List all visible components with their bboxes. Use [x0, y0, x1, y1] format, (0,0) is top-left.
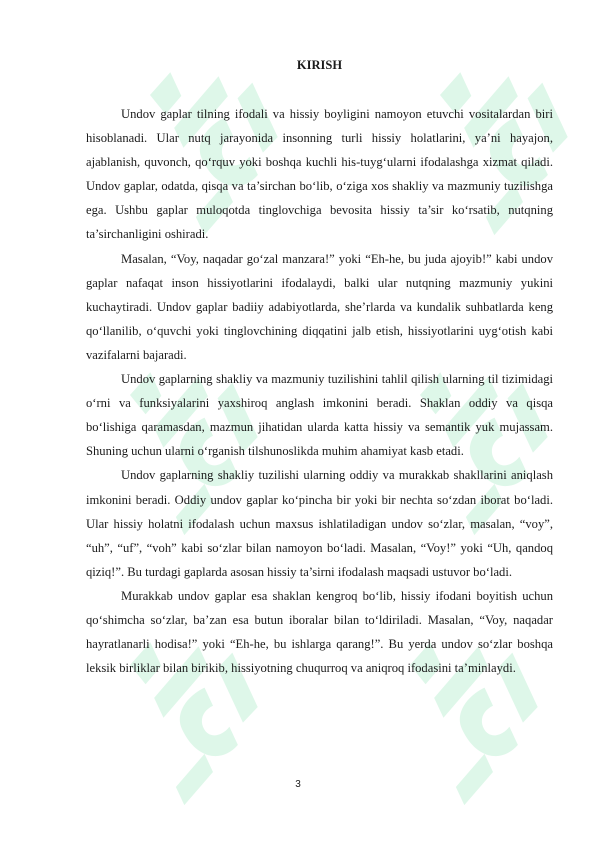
page-number: 3: [295, 779, 301, 790]
paragraph: Murakkab undov gaplar esa shaklan kengroq bo‘lib, hissiy ifodani boyitish uchun qo‘shimcha so‘zlar, ba’zan esa butun iboralar bilan to‘ldiriladi. Masalan, “Voy, naqadar hayratlanarli hodisa!” yoki “Eh-he, bu ishlarga qarang!”. Bu yerda undov so‘zlar boshqa leksik birliklar bilan birikib, hissiyotning chuqurroq va aniqroq ifodasini ta’minlaydi.: [86, 588, 553, 676]
paragraph: Undov gaplar tilning ifodali va hissiy boyligini namoyon etuvchi vositalardan biri hisoblanadi. Ular nutq jarayonida insonning turli hissiy holatlarini, ya’ni hayajon, ajablanish, quvonch, qo‘rquv yoki boshqa kuchli his-tuyg‘ularni ifodalashga xizmat qiladi. Undov gaplar, odatda, qisqa va ta’sirchan bo‘lib, o‘ziga xos shakliy va mazmuniy tuzilishga ega. Ushbu gaplar muloqotda tinglovchiga bevosita hissiy ta’sir ko‘rsatib, nutqning ta’sirchanligini oshiradi.: [86, 107, 553, 242]
paragraph: Undov gaplarning shakliy va mazmuniy tuzilishini tahlil qilish ularning til tizimidagi o‘rni va funksiyalarini yaxshiroq anglash imkonini beradi. Shaklan oddiy va qisqa bo‘lishiga qaramasdan, mazmun jihatidan ularda katta hissiy va semantik yuk mujassam. Shuning uchun ularni o‘rganish tilshunoslikda muhim ahamiyat kasb etadi.: [86, 372, 553, 459]
paragraph: Undov gaplarning shakliy tuzilishi ularning oddiy va murakkab shakllarini aniqlash imkonini beradi. Oddiy undov gaplar ko‘pincha bir yoki bir nechta so‘zdan iborat bo‘ladi. Ular hissiy holatni ifodalash uchun maxsus ishlatiladigan undov so‘zlar, masalan, “voy”, “uh”, “uf”, “voh” kabi so‘zlar bilan namoyon bo‘ladi. Masalan, “Voy!” yoki “Uh, qandoq qiziq!”. Bu turdagi gaplarda asosan hissiy ta’sirni ifodalash maqsadi ustuvor bo‘ladi.: [86, 468, 553, 579]
paragraph: Masalan, “Voy, naqadar go‘zal manzara!” yoki “Eh-he, bu juda ajoyib!” kabi undov gaplar nafaqat inson hissiyotlarini ifodalaydi, balki ular nutqning mazmuniy yukini kuchaytiradi. Undov gaplar badiiy adabiyotlarda, she’rlarda va kundalik suhbatlarda keng qo‘llanilib, o‘quvchi yoki tinglovchining diqqatini jalb etish, hissiyotlarini uyg‘otish kabi vazifalarni bajaradi.: [86, 251, 553, 362]
document-title: KIRISH: [296, 58, 343, 72]
document-body: [86, 102, 553, 680]
